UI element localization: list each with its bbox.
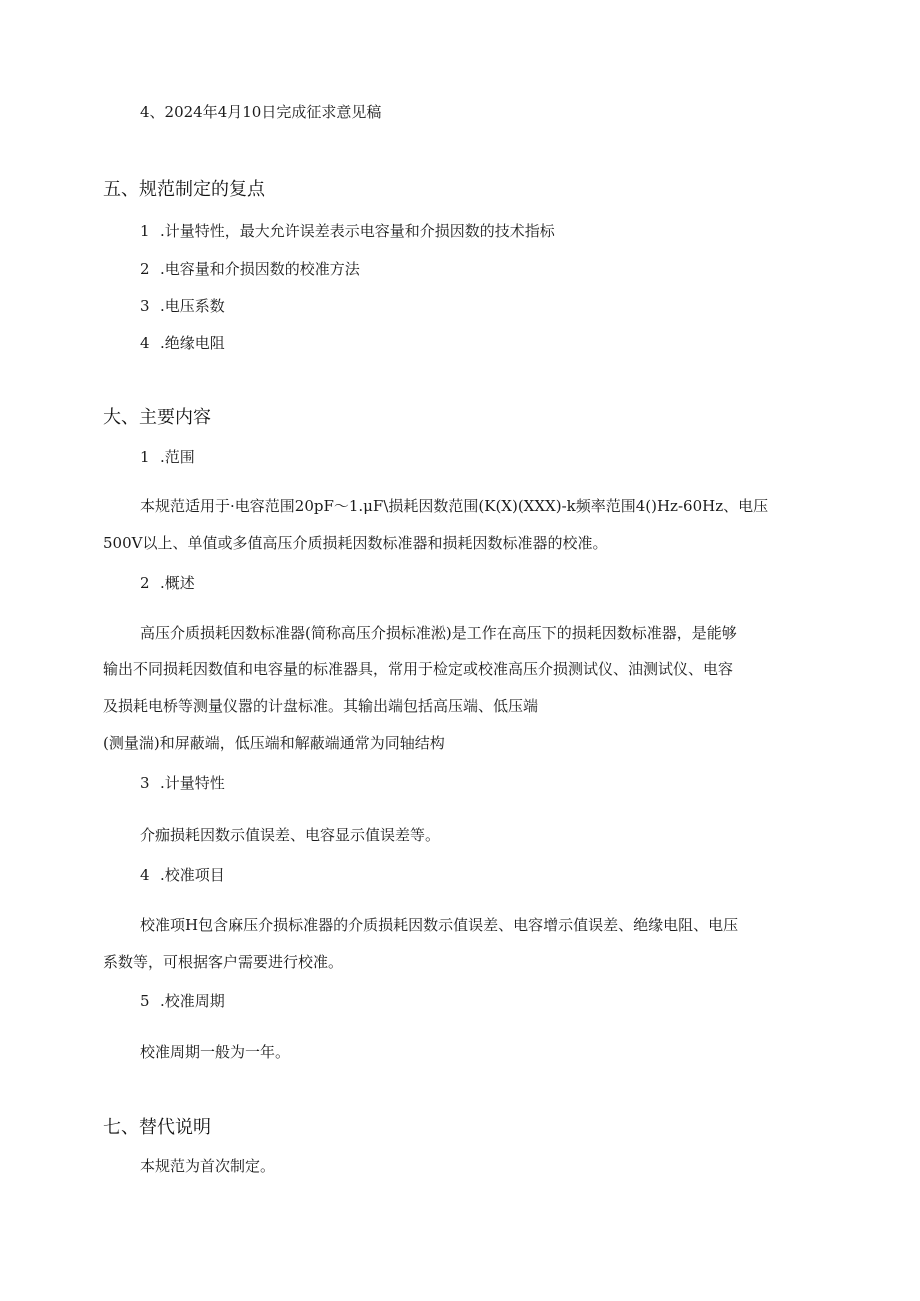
list-item [140,573,195,593]
list-text: .校准周期 [160,992,225,1010]
paragraph-line: (测量湍)和屏蔽端，低压端和解蔽端通常为同轴结构 [103,734,445,752]
list-text: .校准项目 [160,866,225,884]
paragraph-line: 介痂损耗因数示值误差、电容显示值误差等。 [140,826,441,844]
progress-item-4: 4、2024年4月10日完成征求意见稿 [140,103,382,121]
list-text: .概述 [160,574,195,592]
paragraph-line: 本规范为首次制定。 [140,1157,276,1175]
section-heading-5: 五、规范制定的复点 [103,179,265,200]
section-heading-7: 七、替代说明 [103,1117,211,1138]
list-text: .电压系数 [160,297,225,315]
list-item [140,773,225,793]
list-item [140,991,225,1011]
paragraph-line: 校准项H包含麻压介损标准器的介质损耗因数示值误差、电容增示值误差、绝缘电阻、电压 [140,916,739,934]
paragraph-line: 校准周期一般为一年。 [140,1043,291,1061]
list-item [140,865,225,885]
list-number: 5 [140,992,150,1010]
paragraph-line: 及损耗电桥等测量仪嚣的计盘标准。其输出端包括高压端、低压端 [103,697,539,715]
list-item [140,259,360,279]
list-number: 1 [140,222,150,240]
list-item [140,447,195,467]
list-number: 2 [140,260,150,278]
paragraph-line: 500V以上、单值或多值高压介质损耗因数标准器和损耗因数标准器的校准。 [103,534,608,552]
paragraph-line: 本规范适用于·电容范围20pF～1.μF\损耗因数范围(K(X)(XXX)-k频率范围4()Hz-60Hz、电压 [140,497,769,515]
list-number: 4 [140,334,150,352]
list-item [140,333,225,353]
paragraph-line: 系数等，可根据客户需要进行校准。 [103,953,344,971]
list-text: .电容量和介损因数的校准方法 [160,260,360,278]
list-number: 1 [140,448,150,466]
list-text: .绝缘电阻 [160,334,225,352]
list-text: .计量特性 [160,774,225,792]
paragraph-line: 输出不同损耗因数值和电容量的标准器具，常用于检定或校准高压介损测试仪、油测试仪、电容 [103,660,734,678]
list-number: 4 [140,866,150,884]
paragraph-line: 高压介质损耗因数标准器(简称高压介损标准淞)是工作在高压下的损耗因数标准器，是能够 [140,624,737,642]
list-text: .计量特性，最大允许误差表示电容量和介损因数的技术指标 [160,222,555,240]
section-heading-6: 大、主要内容 [103,407,211,428]
list-text: .范围 [160,448,195,466]
list-number: 3 [140,297,150,315]
list-number: 3 [140,774,150,792]
list-item [140,221,555,241]
list-item [140,296,225,316]
list-number: 2 [140,574,150,592]
